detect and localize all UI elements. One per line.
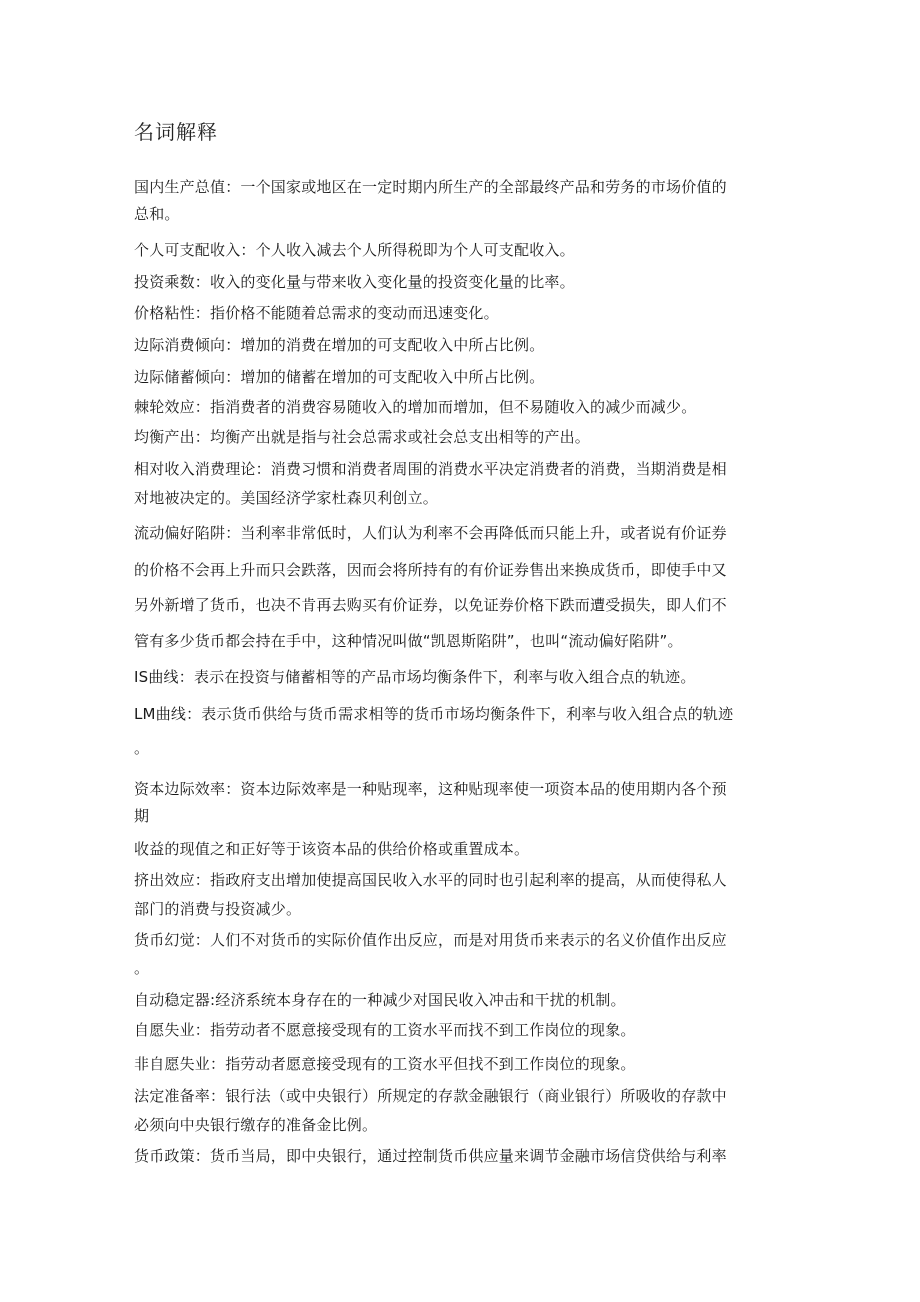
text-line: 货币政策：货币当局，即中央银行，通过控制货币供应量来调节金融市场信贷供给与利率	[134, 1147, 727, 1165]
text-line: 的价格不会再上升而只会跌落，因而会将所持有的有价证券售出来换成货币，即使手中又	[134, 561, 727, 579]
text-line: 法定准备率：银行法（或中央银行）所规定的存款金融银行（商业银行）所吸收的存款中	[134, 1087, 727, 1105]
text-line: IS曲线：表示在投资与储蓄相等的产品市场均衡条件下，利率与收入组合点的轨迹。	[134, 668, 696, 686]
text-line: 流动偏好陷阱：当利率非常低时，人们认为利率不会再降低而只能上升，或者说有价证券	[134, 524, 727, 542]
text-line: 边际消费倾向：增加的消费在增加的可支配收入中所占比例。	[134, 336, 545, 354]
text-line: 棘轮效应：指消费者的消费容易随收入的增加而增加，但不易随收入的减少而减少。	[134, 398, 697, 416]
text-line: 总和。	[134, 205, 180, 223]
text-line: 部门的消费与投资减少。	[134, 900, 302, 918]
text-line: 必须向中央银行缴存的准备金比例。	[134, 1116, 378, 1134]
text-line: 收益的现值之和正好等于该资本品的供给价格或重置成本。	[134, 840, 530, 858]
text-line: 国内生产总值：一个国家或地区在一定时期内所生产的全部最终产品和劳务的市场价值的	[134, 178, 727, 196]
text-line: 价格粘性：指价格不能随着总需求的变动而迅速变化。	[134, 304, 499, 322]
text-line: 自愿失业：指劳动者不愿意接受现有的工资水平而找不到工作岗位的现象。	[134, 1021, 636, 1039]
text-line: 货币幻觉：人们不对货币的实际价值作出反应，而是对用货币来表示的名义价值作出反应	[134, 931, 727, 949]
text-line: 均衡产出：均衡产出就是指与社会总需求或社会总支出相等的产出。	[134, 428, 591, 446]
text-line: LM曲线：表示货币供给与货币需求相等的货币市场均衡条件下，利率与收入组合点的轨迹	[134, 705, 734, 723]
text-line: 自动稳定器:经济系统本身存在的一种减少对国民收入冲击和干扰的机制。	[134, 991, 626, 1009]
text-line: 对地被决定的。美国经济学家杜森贝利创立。	[134, 489, 439, 507]
text-line: 。	[134, 739, 150, 757]
text-line: 相对收入消费理论：消费习惯和消费者周围的消费水平决定消费者的消费，当期消费是相	[134, 460, 727, 478]
text-line: 非自愿失业：指劳动者愿意接受现有的工资水平但找不到工作岗位的现象。	[134, 1055, 636, 1073]
page-title: 名词解释	[134, 120, 218, 144]
text-line: 挤出效应：指政府支出增加使提高国民收入水平的同时也引起利率的提高，从而使得私人	[134, 871, 727, 889]
text-line: 投资乘数：收入的变化量与带来收入变化量的投资变化量的比率。	[134, 273, 575, 291]
text-line: 边际储蓄倾向：增加的储蓄在增加的可支配收入中所占比例。	[134, 368, 545, 386]
text-line: 资本边际效率：资本边际效率是一种贴现率，这种贴现率使一项资本品的使用期内各个预	[134, 780, 727, 798]
text-line: 。	[134, 959, 150, 977]
text-line: 期	[134, 807, 150, 825]
text-line: 个人可支配收入：个人收入减去个人所得税即为个人可支配收入。	[134, 241, 575, 259]
text-line: 另外新增了货币，也决不肯再去购买有价证券，以免证券价格下跌而遭受损失，即人们不	[134, 596, 727, 614]
text-line: 管有多少货币都会持在手中，这种情况叫做“凯恩斯陷阱”，也叫“流动偏好陷阱”。	[134, 632, 683, 650]
